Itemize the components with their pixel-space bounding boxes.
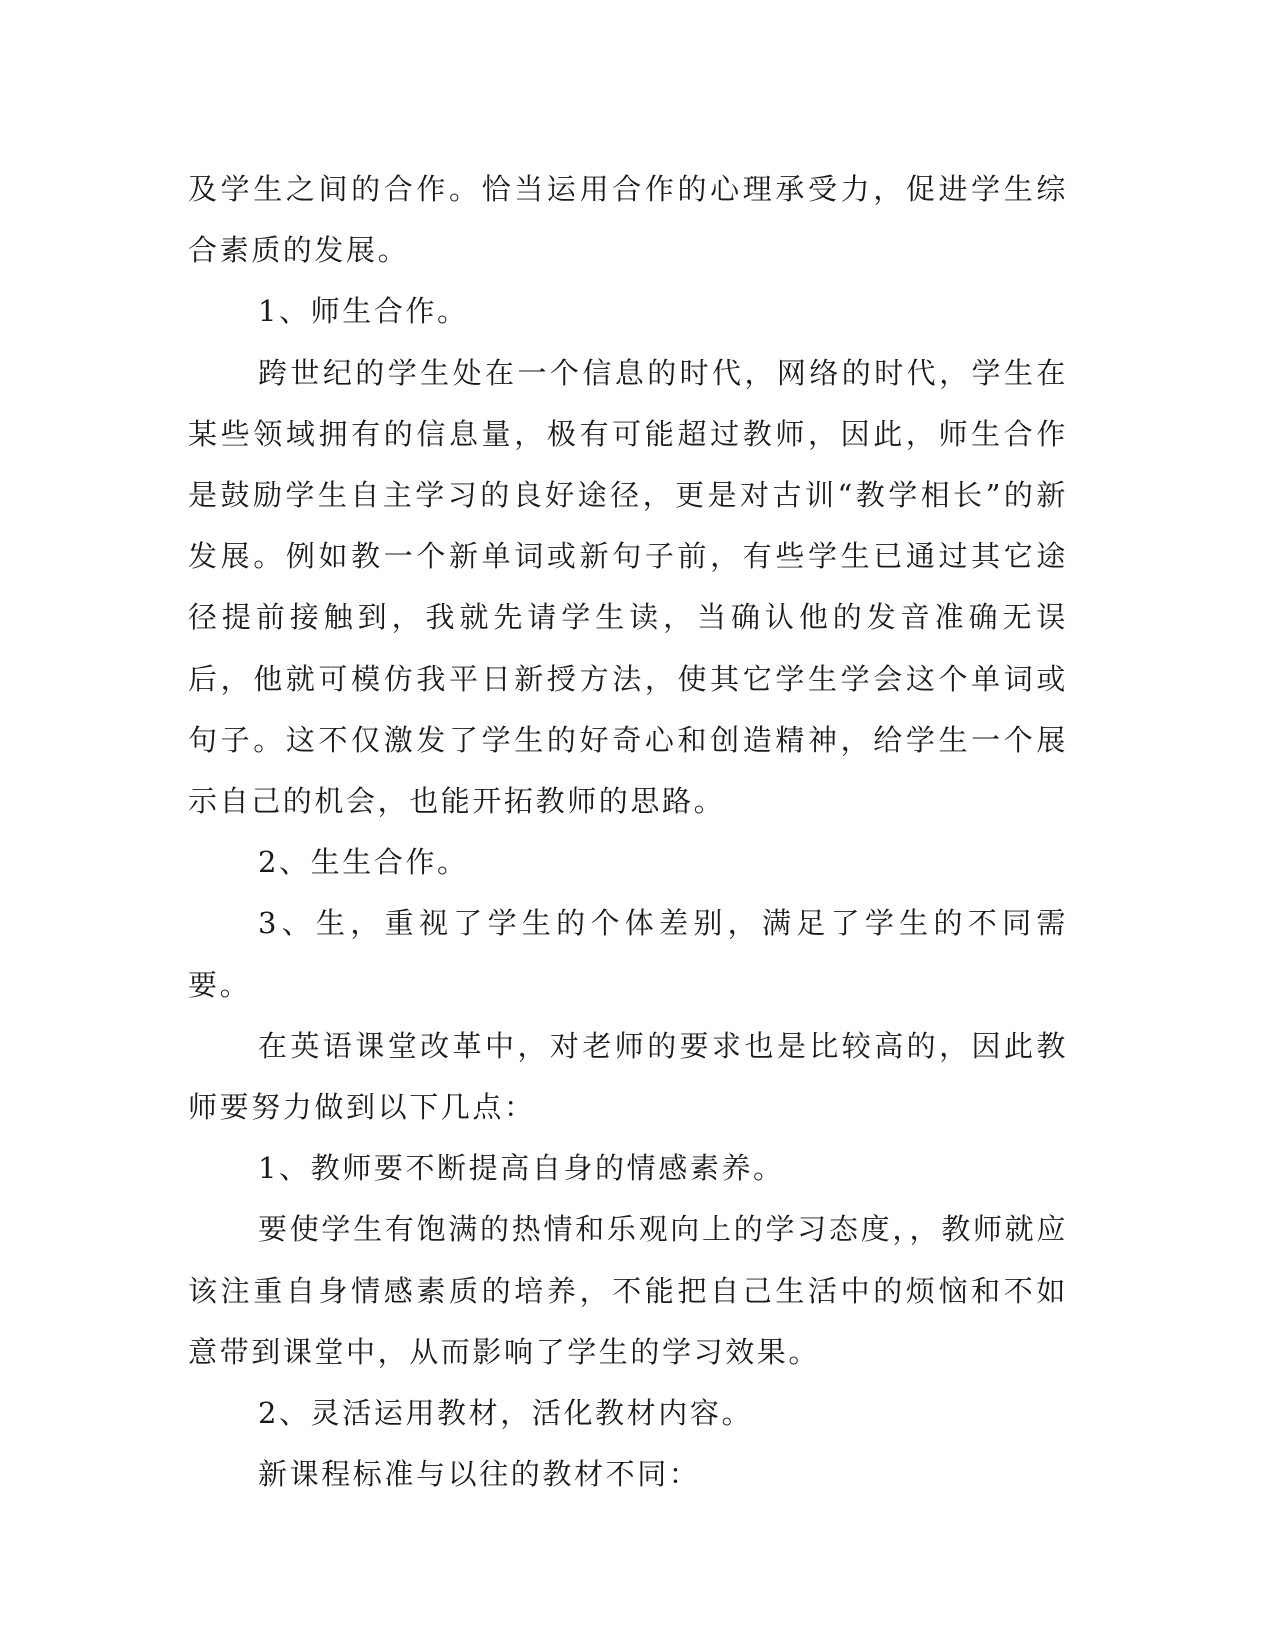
heading-teacher-student-cooperation: 1、师生合作。 [258,294,469,329]
paragraph-new-curriculum: 新课程标准与以往的教材不同： [258,1457,701,1492]
heading-student-student-cooperation: 2、生生合作。 [258,845,469,880]
paragraph-emotional-literacy: 要使学生有饱满的热情和乐观向上的学习态度，，教师就应该注重自身情感素质的培养，不能把自己生活中的烦恼和不如意带到课堂中，从而影响了学生的学习效果。 [188,1212,1068,1369]
body-text [188,159,1068,1505]
heading-item-3: 3、生，重视了学生的个体差别，满足了学生的不同需要。 [188,906,1068,1002]
heading-emotional-literacy: 1、教师要不断提高自身的情感素养。 [258,1151,785,1186]
paragraph-teacher-student-cooperation: 跨世纪的学生处在一个信息的时代，网络的时代，学生在某些领域拥有的信息量，极有可能超过教师，因此，师生合作是鼓励学生自主学习的良好途径，更是对古训“教学相长”的新发展。例如教一个新单词或新句子前，有些学生已通过其它途径提前接触到，我就先请学生读，当确认他的发音准确无误后，他就可模仿我平日新授方法，使其它学生学会这个单词或句子。这不仅激发了学生的好奇心和创造精神，给学生一个展示自己的机会，也能开拓教师的思路。 [188,355,1068,819]
paragraph-teacher-requirements: 在英语课堂改革中，对老师的要求也是比较高的，因此教师要努力做到以下几点： [188,1028,1068,1125]
paragraph-continuation: 及学生之间的合作。恰当运用合作的心理承受力，促进学生综合素质的发展。 [188,172,1068,268]
heading-flexible-materials: 2、灵活运用教材，活化教材内容。 [258,1396,754,1431]
